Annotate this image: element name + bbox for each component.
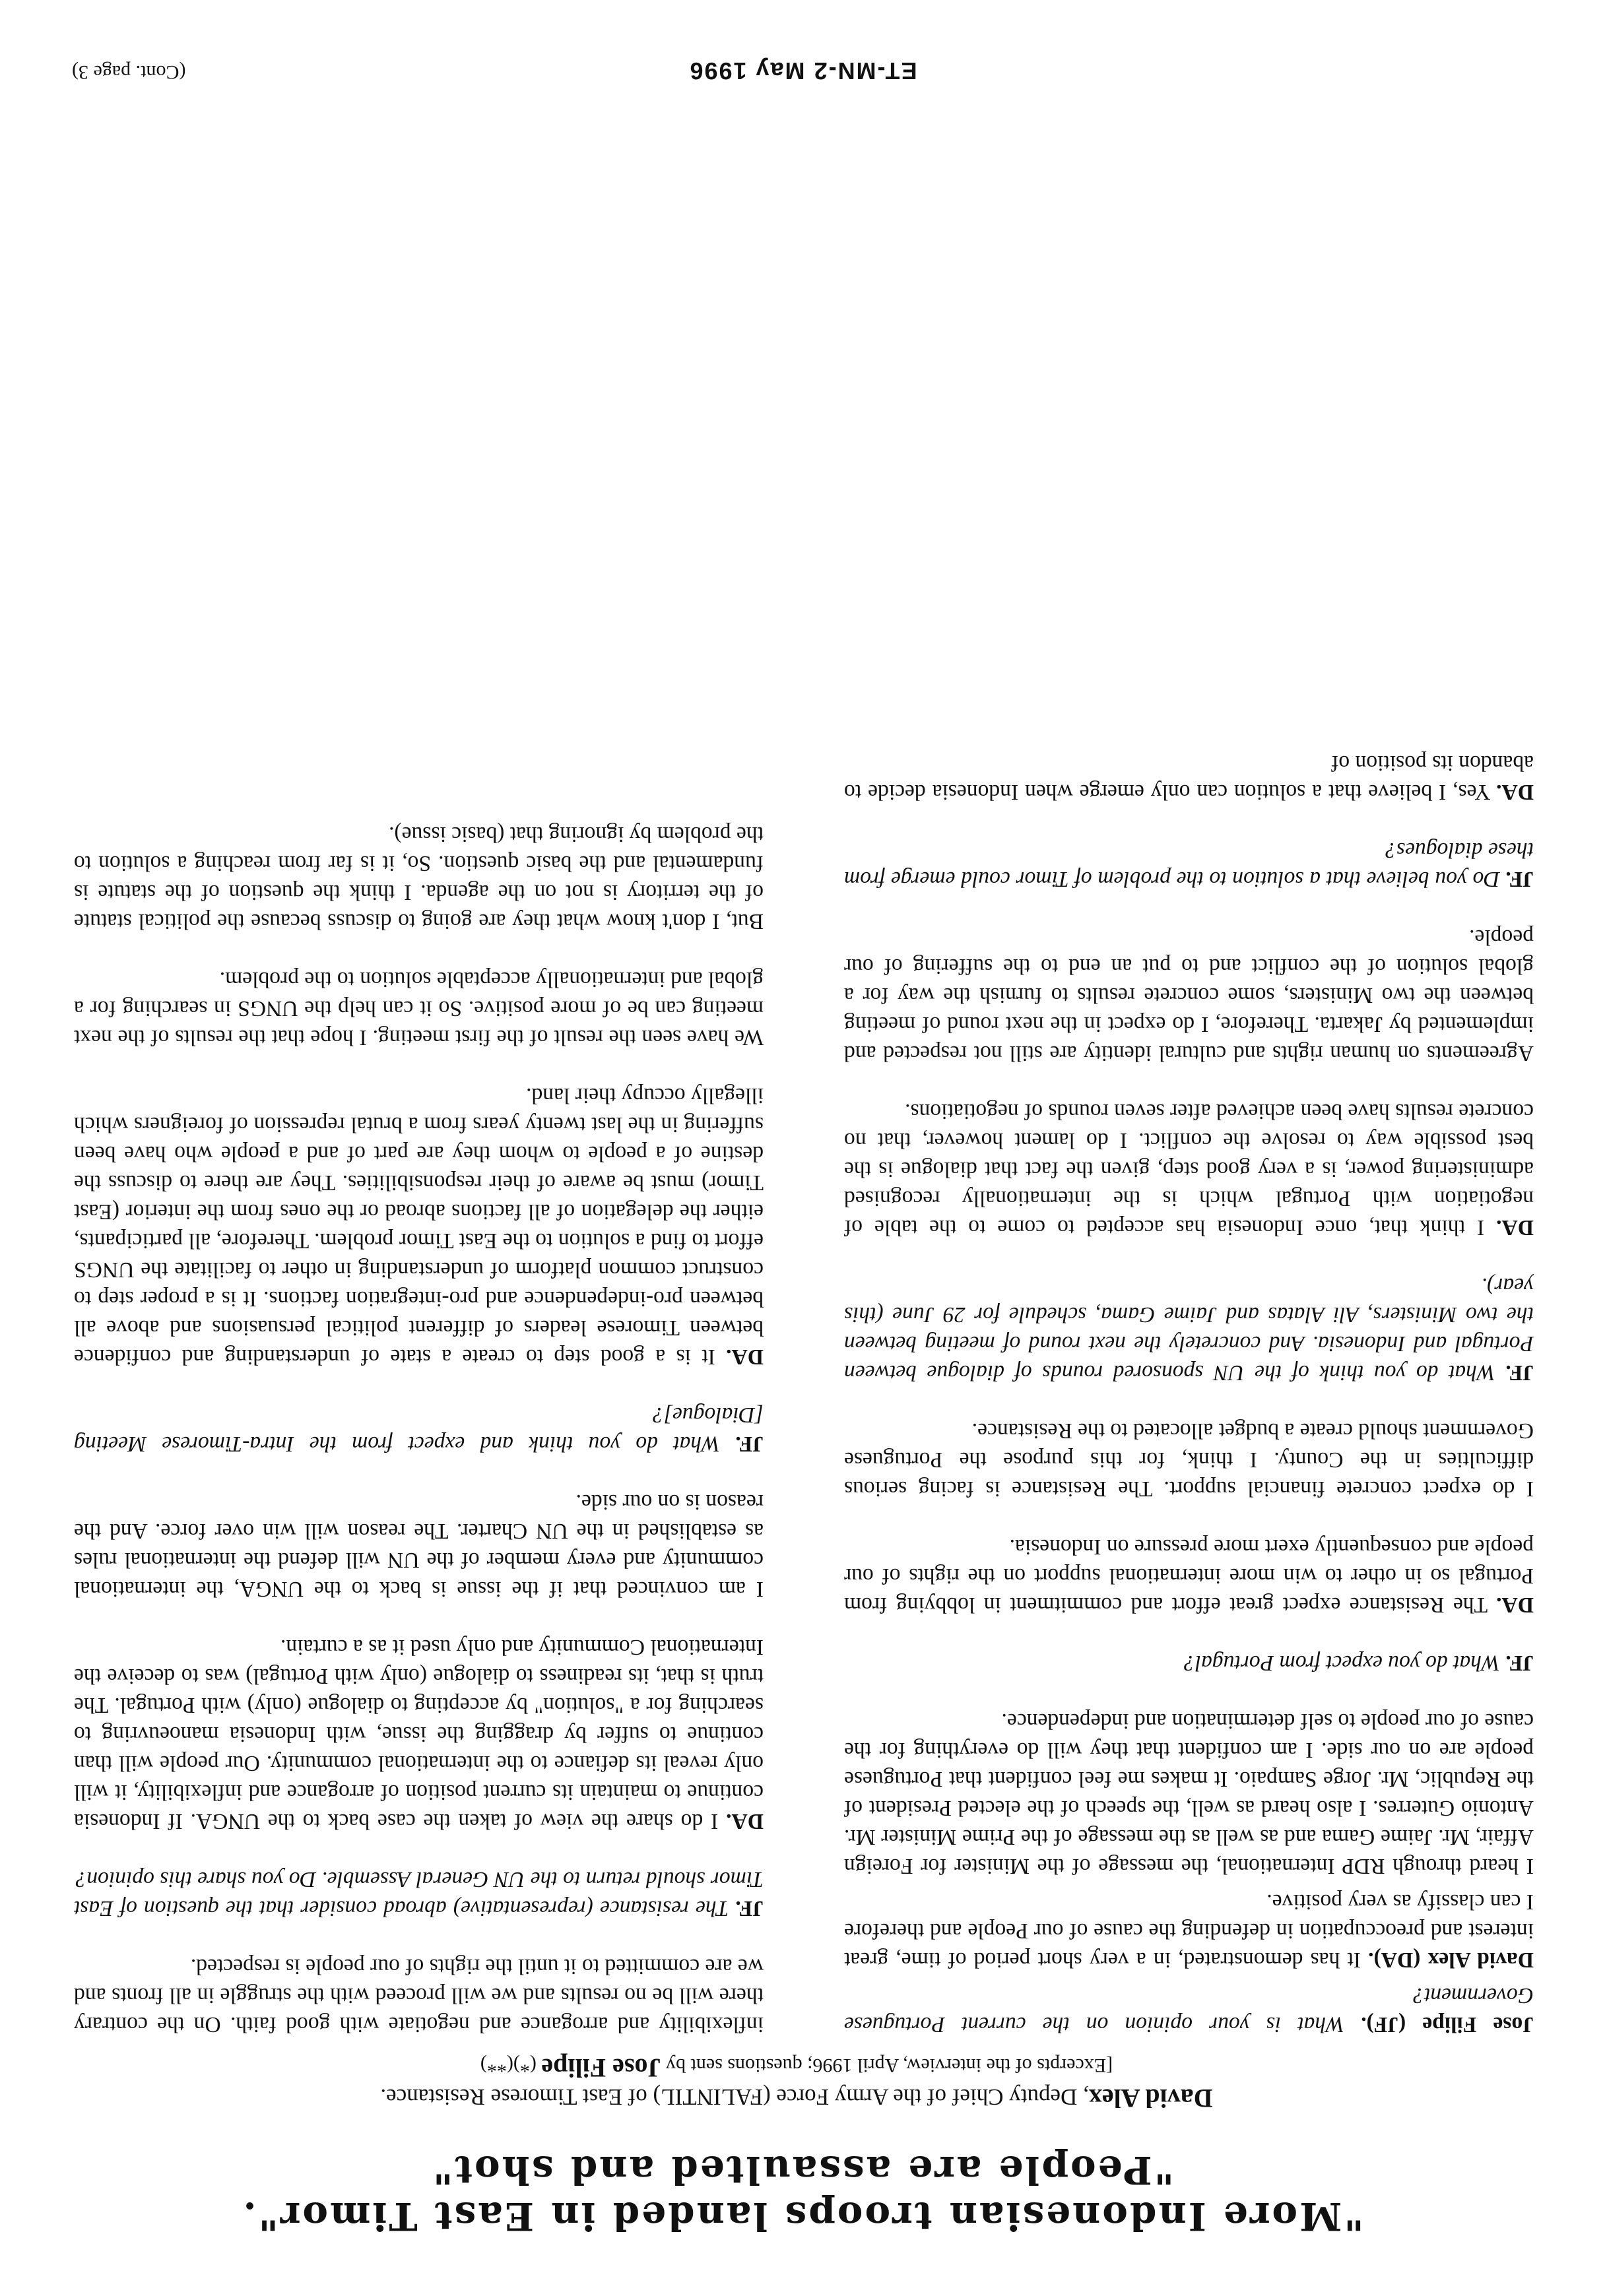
- right-column: [74, 152, 764, 2039]
- answer-paragraph: [844, 748, 1534, 806]
- question-text: What do you expect from Portugal?: [1183, 1651, 1506, 1675]
- byline-note-prefix: [Excerpts of the interview, April 1996; questions sent by: [661, 2055, 1113, 2076]
- answer-paragraph: I heard through RDP International, the message of the Minister for Foreign Affair, Mr. Jaime Gama and as well as the message of the Prime Minister Mr. Antonio Guterres. I also heard as well, the speech of the elected President of the Republic, Mr. Jorge Sampaio. It makes me feel confident that Portuguese people are on our side. I am confident that they will do everything for the cause of our people to self determination and independence.: [844, 1709, 1534, 1878]
- answer-text: The Resistance expect great effort and commitment in lobbying from Portugal so in other to win more international support on the rights of our people and consequently exert more pressure on Indonesia.: [844, 1535, 1534, 1617]
- answer-paragraph: [74, 1081, 764, 1371]
- byline-attribution: [104, 2082, 1490, 2113]
- left-column: [844, 152, 1534, 2039]
- speaker-label: JF.: [1505, 1360, 1534, 1385]
- answer-paragraph: [844, 1532, 1534, 1619]
- headline-line-2: "People are assaulted and shot": [431, 2148, 1174, 2192]
- speaker-label: DA.: [726, 1345, 764, 1369]
- answer-paragraph: inflexibility and arrogance and negotiate with good faith. On the contrary there will be no results and we will proceed with the struggle in all fronts and we are committed to it until the rights of our people is respected.: [74, 1954, 764, 2037]
- question-text: What do you think and expect from the Intra-Timorese Meeting [Dialogue]?: [74, 1403, 764, 1456]
- question-paragraph: [844, 1271, 1534, 1387]
- speaker-label: JF.: [1505, 1651, 1534, 1675]
- page-footer: [72, 51, 1534, 84]
- speaker-label: DA.: [1496, 1215, 1534, 1240]
- headline: [79, 2147, 1526, 2239]
- answer-paragraph: [844, 1097, 1534, 1242]
- speaker-label: JF.: [735, 1432, 764, 1456]
- answer-paragraph: [74, 1632, 764, 1835]
- answer-paragraph: I am convinced that if the issue is back to the UNGA, the international community and every member of the UN will defend the international rules as established in the UN Charter. The reason will win over force. And the reason is on our side.: [74, 1490, 764, 1601]
- answer-text: It has demonstrated, in a very short period of time, great interest and preoccupation in defending the cause of our People and therefore I can classify as very positive.: [844, 1890, 1534, 1972]
- continued-note: (Cont. page 3): [72, 61, 186, 83]
- byline: [104, 2051, 1490, 2113]
- question-paragraph: [844, 1981, 1534, 2039]
- answer-paragraph: I do expect concrete financial support. The Resistance is facing serious difficulties in the County. I think, for this purpose the Portuguese Government should create a budget allocated to the Resistance.: [844, 1419, 1534, 1501]
- speaker-label: JF.: [1505, 867, 1534, 891]
- question-text: Do you believe that a solution to the problem of Timor could emerge from these dialogues?: [844, 838, 1534, 891]
- question-text: What is your opinion on the current Portuguese Government?: [844, 1983, 1534, 2037]
- question-paragraph: [74, 1865, 764, 1923]
- answer-paragraph: Agreements on human rights and cultural identity are still not respected and implemented by Jakarta. Therefore, I do expect in the next round of meeting between the two Ministers, some concrete results to furnish the way for a global solution of the conflict and to put an end to the suffering of our people.: [844, 925, 1534, 1066]
- answer-text: I think that, once Indonesia has accepted to come to the table of negotiation with Portugal which is the internationally recognised administering power, is a very good step, given the fact that dialogue is the best possible way to resolve the conflict. I do lament however, that no concrete results have been achieved after seven rounds of negotiations.: [844, 1099, 1534, 1240]
- byline-role: , Deputy Chief of the Army Force (FALINTIL) of East Timorese Resistance.: [380, 2084, 1089, 2110]
- speaker-label: DA.: [1496, 780, 1534, 804]
- question-text: The resistance (representative) abroad consider that the question of East Timor should return to the UN General Assemble. Do you share this opinion?: [74, 1867, 764, 1921]
- answer-text: Yes, I believe that a solution can only emerge when Indonesia decide to abandon its position of: [844, 751, 1534, 804]
- question-paragraph: [74, 1400, 764, 1458]
- byline-note-suffix: (*)(**): [480, 2055, 542, 2076]
- answer-paragraph: [844, 1887, 1534, 1974]
- issue-label: ET-MN-2 May 1996: [688, 57, 917, 84]
- byline-note: [104, 2051, 1490, 2082]
- answer-paragraph: We have seen the result of the first meeting. I hope that the results of the next meeting can be of more positive. So it can help the UNGS in searching for a global and internationally acceptable solution to the problem.: [74, 967, 764, 1050]
- byline-note-name: Jose Filipe: [541, 2053, 661, 2083]
- answer-paragraph: But, I don't know what they are going to discuss because the political statute of the territory is not on the agenda. I think the question of the statute is fundamental and the basic question. So, it is far from reaching a solution to the problem by ignoring that (basic issue).: [74, 822, 764, 934]
- speaker-label: JF.: [735, 1896, 764, 1921]
- speaker-label: DA.: [726, 1809, 764, 1834]
- answer-text: I do share the view of taken the case back to the UNGA. If Indonesia continue to maintain its current position of arrogance and inflexibility, it will only reveal its defiance to the international community. Our people will than continue to suffer by dragging the issue, with Indonesia manoeuvring to searching for a "solution" by accepting to dialogue (only) with Portugal. The truth is that, its readiness to dialogue (only with Portugal) was to deceive the International Community and only used it as a curtain.: [74, 1635, 764, 1834]
- headline-line-1: "More Indonesian troops landed in East Timor".: [241, 2194, 1364, 2239]
- answer-text: It is a good step to create a state of understanding and confidence between Timorese leaders of different political persuasions and above all between pro-independence and pro-integration factions. It is a proper step to construct common platform of understanding in other to facilitate the UNGS effort to find a solution to the East Timor problem. Therefore, all participants, either the delegation of all factions abroad or the ones from the interior (East Timor) must be aware of their responsibilities. They are there to discuss the destine of a people to whom they are part of and a people who have been suffering in the last twenty years from a brutal repression of foreigners which illegally occupy their land.: [74, 1083, 764, 1369]
- speaker-label: David Alex (DA).: [1368, 1948, 1534, 1972]
- question-paragraph: [844, 1648, 1534, 1677]
- speaker-label: DA.: [1496, 1593, 1534, 1617]
- question-text: What do you think of the UN sponsored rounds of dialogue between Portugal and Indonesia. And concretely the next round of meeting between the two Ministers, Ali Alatas and Jaime Gama, schedule for 29 June (this year).: [844, 1273, 1534, 1385]
- byline-name: David Alex: [1088, 2084, 1213, 2113]
- question-paragraph: [844, 835, 1534, 893]
- speaker-label: Jose Filipe (JF).: [1361, 2012, 1534, 2037]
